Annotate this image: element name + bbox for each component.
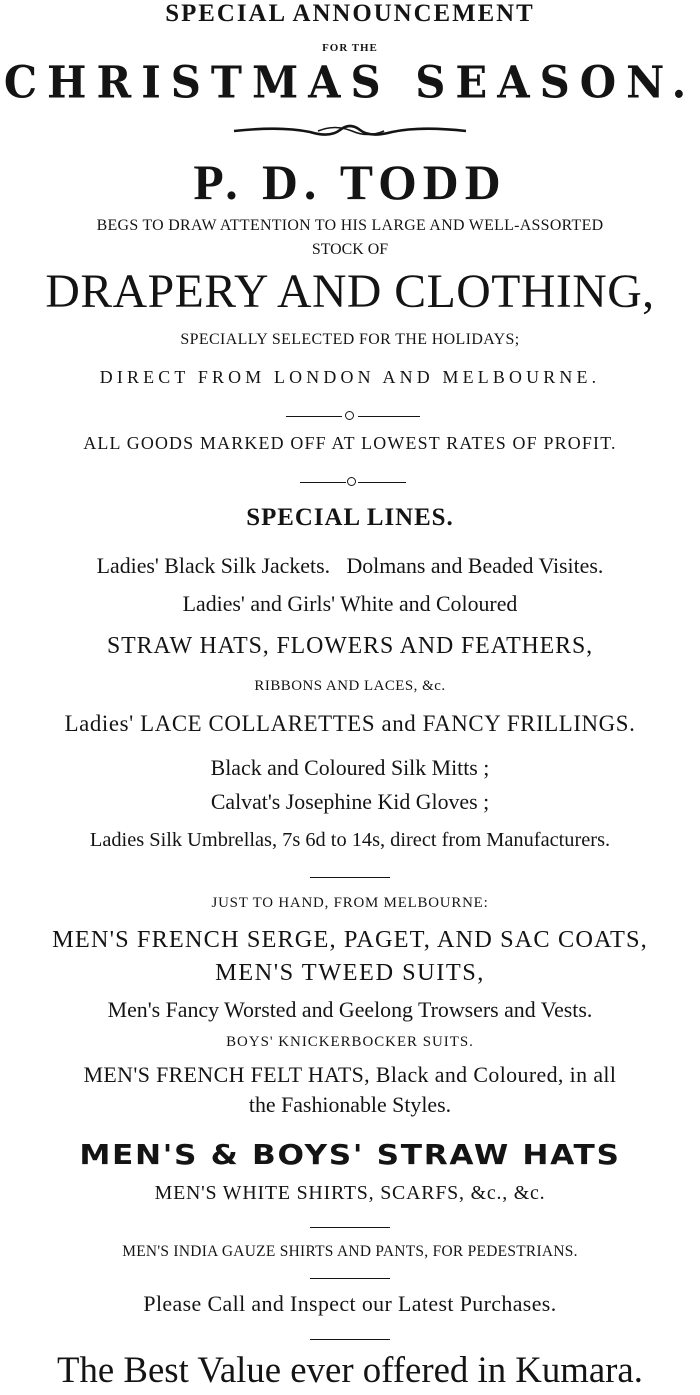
swash-ornament-icon <box>0 118 700 144</box>
india-gauze-line: MEN'S INDIA GAUZE SHIRTS AND PANTS, FOR PEDESTRIANS. <box>122 1243 578 1260</box>
list-item: the Fashionable Styles. <box>248 1093 452 1117</box>
white-shirts-line: MEN'S WHITE SHIRTS, SCARFS, &c., &c. <box>154 1182 546 1204</box>
list-item: Calvat's Josephine Kid Gloves ; <box>210 790 490 814</box>
divider-circle-icon <box>345 411 354 420</box>
divider-rule <box>310 1278 390 1279</box>
drapery-clothing-headline: DRAPERY AND CLOTHING, <box>45 265 655 318</box>
divider-rule <box>358 416 420 417</box>
list-item: Ladies Silk Umbrellas, 7s 6d to 14s, direct from Manufacturers. <box>89 829 611 851</box>
list-item: BOYS' KNICKERBOCKER SUITS. <box>226 1034 474 1050</box>
divider-rule <box>286 416 342 417</box>
list-item: Ladies' Black Silk Jackets. Dolmans and Beaded Visites. <box>96 554 604 578</box>
divider-rule <box>300 482 346 483</box>
christmas-season-banner: CHRISTMAS SEASON. <box>3 56 697 109</box>
divider-circle-icon <box>347 477 356 486</box>
special-lines-heading: SPECIAL LINES. <box>246 504 454 531</box>
holidays-line: SPECIALLY SELECTED FOR THE HOLIDAYS; <box>180 331 520 348</box>
list-item: Ladies' LACE COLLARETTES and FANCY FRILLINGS. <box>64 711 636 736</box>
list-item: MEN'S FRENCH FELT HATS, Black and Coloured, in all <box>83 1063 617 1087</box>
closing-slogan: The Best Value ever offered in Kumara. <box>57 1349 643 1390</box>
list-item: MEN'S FRENCH SERGE, PAGET, AND SAC COATS, <box>52 926 648 953</box>
list-item: Ladies' and Girls' White and Coloured <box>182 592 518 616</box>
list-item: Men's Fancy Worsted and Geelong Trowsers and Vests. <box>107 998 593 1022</box>
inspect-line: Please Call and Inspect our Latest Purchases. <box>143 1292 557 1316</box>
pricing-line: ALL GOODS MARKED OFF AT LOWEST RATES OF PROFIT. <box>83 433 617 453</box>
special-announcement-heading: SPECIAL ANNOUNCEMENT <box>165 0 535 27</box>
list-item: STRAW HATS, FLOWERS AND FEATHERS, <box>106 633 594 659</box>
list-item: MEN'S TWEED SUITS, <box>215 959 485 986</box>
direct-source-line: DIRECT FROM LONDON AND MELBOURNE. <box>99 367 601 387</box>
intro-line-1: BEGS TO DRAW ATTENTION TO HIS LARGE AND WELL-ASSORTED <box>96 217 604 234</box>
mens-intro: JUST TO HAND, FROM MELBOURNE: <box>211 895 489 911</box>
intro-line-2: STOCK OF <box>311 241 389 258</box>
divider-rule <box>310 877 390 878</box>
straw-hats-banner: MEN'S & BOYS' STRAW HATS <box>79 1138 621 1171</box>
divider-rule <box>310 1227 390 1228</box>
merchant-name: P. D. TODD <box>193 155 507 210</box>
divider-rule <box>358 482 406 483</box>
list-item: Black and Coloured Silk Mitts ; <box>210 756 490 780</box>
for-the-label: FOR THE <box>322 42 378 54</box>
list-item: RIBBONS AND LACES, &c. <box>254 678 446 694</box>
divider-rule <box>310 1339 390 1340</box>
